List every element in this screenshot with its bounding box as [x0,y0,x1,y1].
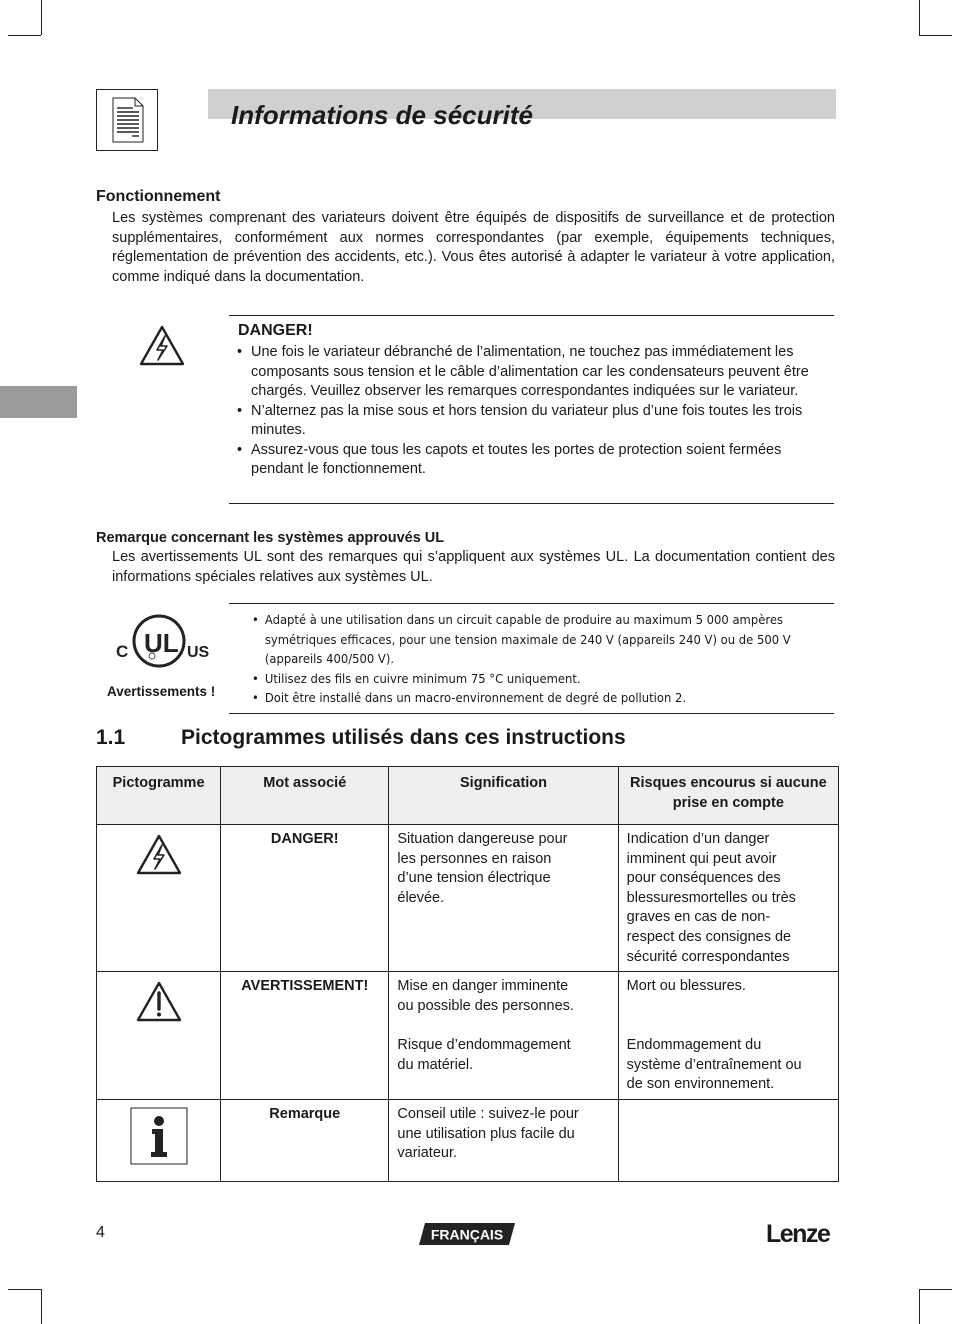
document-icon [96,89,158,151]
ul-caption: Avertissements ! [107,684,216,699]
column-header: Mot associé [221,767,389,825]
column-header: Signification [389,767,618,825]
cul-us-logo [114,613,212,678]
list-item: • Adapté à une utilisation dans un circuit capable de produire au maximum 5 000 ampères symétriques efficaces, pour une tension maximale de 240 V (appareils 240 V) ou de 500 V (appareils 400/500 V). [252,610,822,669]
meaning-line: Risque d’endommagement [397,1036,571,1053]
list-item: • N’alternez pas la mise sous et hors tension du variateur plus d’une fois toutes les trois minutes. [237,402,827,441]
list-item: • Utilisez des fils en cuivre minimum 75 °C uniquement. [252,669,822,689]
table-row [97,972,839,1100]
risk-line: sécurité correspondantes [626,948,790,965]
page-number: 4 [96,1224,105,1241]
crop-mark [919,35,952,36]
language-label: FRANÇAIS [430,1226,504,1243]
logo-letters-ul: UL [144,628,179,658]
meaning-line: ou possible des personnes. [397,997,574,1014]
table-row [97,825,839,972]
crop-mark [919,0,920,35]
brand-logo: Lenze [766,1220,830,1248]
meaning-line: Conseil utile : suivez-le pour [397,1106,579,1123]
risk-line: Mort ou blessures. [626,978,746,995]
divider [229,315,834,316]
crop-mark [919,1289,952,1290]
list-item: • Doit être installé dans un macro-environnement de degré de pollution 2. [252,688,822,708]
divider [229,713,834,714]
risk-line: Indication d’un danger [626,831,770,847]
risk-line: respect des consignes de [626,928,792,945]
meaning-line: du matériel. [397,1056,474,1073]
section-number: 1.1 [96,726,126,749]
risk-line: blessuresmortelles ou très [626,889,796,906]
spacer [627,997,830,1017]
meaning-cell [389,825,618,972]
pictogram-cell [97,825,221,972]
pictogram-cell [97,1100,221,1182]
signal-word: Remarque [221,1100,389,1182]
fonctionnement-text: Les systèmes comprenant des variateurs doivent être équipés de dispositifs de surveillance et de protection supplémentaires, conformément aux normes correspondantes (par exemple, équipements techniques, réglementation de prévention des accidents, etc.). Vous êtes autorisé à adapter le variateur à votre application, comme indiqué dans la documentation. [112,210,835,285]
logo-letters-us: US [187,644,210,661]
meaning-line: élevée. [397,889,445,906]
risk-line: pour conséquences des [626,870,781,887]
risk-line: système d’entraînement ou [626,1056,802,1073]
crop-mark [919,1289,920,1324]
signal-word: DANGER! [221,825,389,972]
risk-cell [618,1100,838,1182]
column-header: Risques encourus si aucune prise en compte [618,767,838,825]
crop-mark [8,35,41,36]
spacer [397,1016,609,1036]
divider [229,503,834,504]
column-header: Pictogramme [97,767,221,825]
logo-letter-c: C [116,642,129,661]
risk-cell [618,972,838,1100]
section-title: Pictogrammes utilisés dans ces instructions [181,726,626,749]
risk-line: Endommagement du [626,1036,762,1053]
electric-hazard-icon [136,864,182,880]
meaning-line: une utilisation plus facile du [397,1125,575,1142]
list-item: • Une fois le variateur débranché de l’alimentation, ne touchez pas immédiatement les composants sous tension et le câble d’alimentation car les condensateurs peuvent être chargés. Veuillez observer les remarques correspondantes indiquées sur le variateur. [237,343,827,402]
ul-note-heading: Remarque concernant les systèmes approuvés UL [96,530,445,546]
meaning-line: les personnes en raison [397,850,552,867]
ul-list [252,610,822,708]
risk-line: imminent qui peut avoir [626,850,777,867]
table-row [97,1100,839,1182]
divider [229,603,834,604]
table-header-row [97,767,839,825]
signal-word: AVERTISSEMENT! [221,972,389,1100]
pictogram-cell [97,972,221,1100]
list-item: • Assurez-vous que tous les capots et toutes les portes de protection soient fermées pendant le fonctionnement. [237,441,827,480]
crop-mark [41,0,42,35]
meaning-line: d’une tension électrique [397,870,551,887]
spacer [627,1016,830,1036]
danger-list [237,343,827,480]
language-badge [419,1223,515,1245]
meaning-line: Situation dangereuse pour [397,831,568,847]
fonctionnement-heading: Fonctionnement [96,188,221,205]
ul-note-text: Les avertissements UL sont des remarques qui s’appliquent aux systèmes UL. La documentation contient des informations spéciales relatives aux systèmes UL. [112,549,835,585]
meaning-line: variateur. [397,1145,458,1162]
risk-line: de son environnement. [626,1076,775,1093]
page-title: Informations de sécurité [231,100,533,130]
warning-exclamation-icon [136,1011,182,1027]
meaning-line: Mise en danger imminente [397,978,569,995]
risk-line: graves en cas de non- [626,909,771,926]
meaning-cell [389,1100,618,1182]
meaning-cell [389,972,618,1100]
chapter-tab [0,386,77,418]
info-icon [130,1153,188,1169]
electric-hazard-icon [139,325,185,372]
crop-mark [41,1289,42,1324]
pictogram-table [96,766,839,1182]
risk-cell [618,825,838,972]
crop-mark [8,1289,41,1290]
danger-title: DANGER! [238,322,313,339]
